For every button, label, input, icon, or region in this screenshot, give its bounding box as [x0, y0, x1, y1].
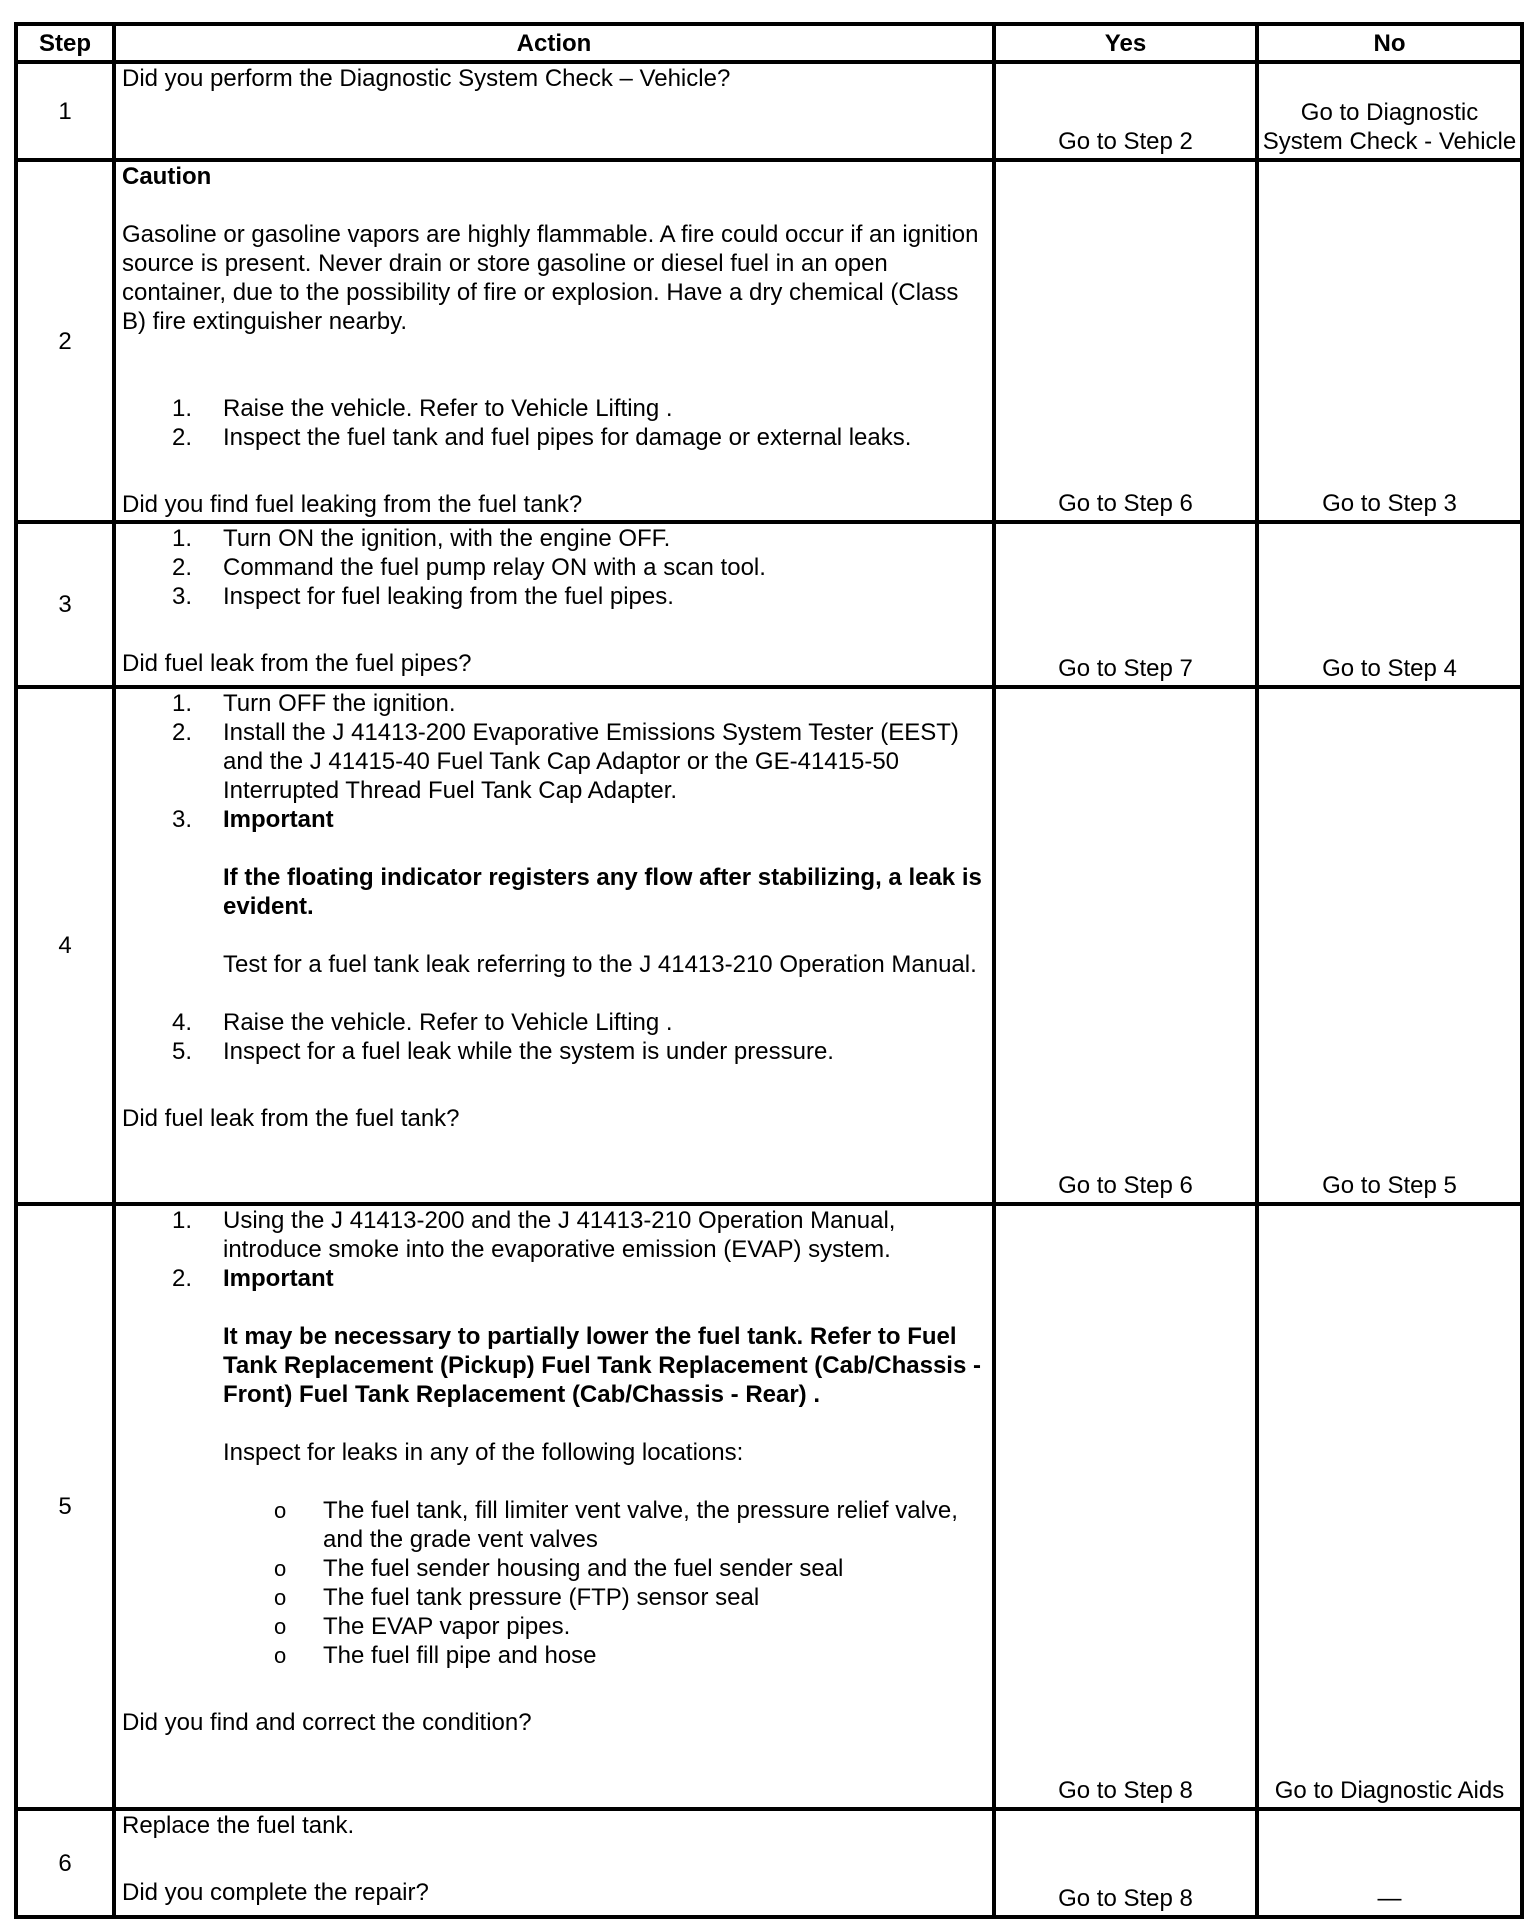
table-row [16, 62, 1522, 160]
table-row [16, 1809, 1522, 1917]
list-item: o The fuel sender housing and the fuel sender seal [274, 1555, 844, 1582]
header-step: Step [16, 24, 114, 62]
procedure-list [122, 1206, 986, 1293]
list-item: o The fuel tank, fill limiter vent valve, the pressure relief valve, and the grade vent valves [274, 1497, 958, 1553]
procedure-list [122, 1008, 986, 1066]
question-text: Did fuel leak from the fuel tank? [122, 1105, 460, 1132]
list-item: 2. Important [172, 1265, 334, 1292]
caution-text: Gasoline or gasoline vapors are highly flammable. A fire could occur if an ignition source is present. Never drain or store gasoline or diesel fuel in an open container, due to the possibility of fire or explosion. Have a dry chemical (Class B) fire extinguisher nearby. [122, 221, 979, 335]
yes-link[interactable]: Go to Step 8 [994, 1204, 1257, 1809]
action-cell [114, 1204, 994, 1809]
header-action: Action [114, 24, 994, 62]
header-yes: Yes [994, 24, 1257, 62]
sub-text: Inspect for leaks in any of the following locations: [223, 1439, 744, 1466]
list-item: 1. Raise the vehicle. Refer to Vehicle Lifting . [172, 395, 673, 422]
list-item: 5. Inspect for a fuel leak while the system is under pressure. [172, 1038, 834, 1065]
list-item: o The fuel fill pipe and hose [274, 1642, 597, 1669]
procedure-list [122, 394, 986, 452]
location-list [122, 1496, 986, 1670]
table-row [16, 160, 1522, 522]
yes-link[interactable]: Go to Step 8 [994, 1809, 1257, 1917]
question-text: Did you perform the Diagnostic System Check – Vehicle? [122, 65, 731, 92]
caution-title: Caution [122, 163, 212, 190]
step-number: 5 [16, 1204, 114, 1809]
list-item: 2. Install the J 41413-200 Evaporative Emissions System Tester (EEST) and the J 41415-40 Fuel Tank Cap Adaptor or the GE-41415-50 Interrupted Thread Fuel Tank Cap Adapter. [172, 719, 959, 804]
list-item: 4. Raise the vehicle. Refer to Vehicle Lifting . [172, 1009, 673, 1036]
step-number: 4 [16, 687, 114, 1204]
no-dash: — [1257, 1809, 1522, 1917]
important-text: It may be necessary to partially lower the fuel tank. Refer to Fuel Tank Replacement (Pickup) Fuel Tank Replacement (Cab/Chassis - Front) Fuel Tank Replacement (Cab/Chassis - Rear) . [223, 1323, 981, 1408]
action-cell [114, 687, 994, 1204]
important-text: If the floating indicator registers any flow after stabilizing, a leak is evident. [223, 864, 982, 920]
question-text: Did you complete the repair? [122, 1879, 429, 1906]
question-text: Did fuel leak from the fuel pipes? [122, 650, 472, 677]
yes-link[interactable]: Go to Step 6 [994, 160, 1257, 522]
diagnostic-table [14, 22, 1524, 1919]
table-row [16, 522, 1522, 687]
no-link[interactable]: Go to Diagnostic Aids [1257, 1204, 1522, 1809]
list-item: 3. Important [172, 806, 334, 833]
question-text: Did you find fuel leaking from the fuel tank? [122, 491, 583, 518]
yes-link[interactable]: Go to Step 6 [994, 687, 1257, 1204]
yes-link[interactable]: Go to Step 2 [994, 62, 1257, 160]
question-text: Did you find and correct the condition? [122, 1709, 532, 1736]
procedure-list [122, 524, 986, 611]
action-cell [114, 62, 994, 160]
no-link[interactable]: Go to Diagnostic System Check - Vehicle [1257, 62, 1522, 160]
action-text: Replace the fuel tank. [122, 1812, 355, 1839]
list-item: 1. Using the J 41413-200 and the J 41413-210 Operation Manual, introduce smoke into the evaporative emission (EVAP) system. [172, 1207, 896, 1263]
list-item: 1. Turn ON the ignition, with the engine OFF. [172, 525, 671, 552]
list-item: 3. Inspect for fuel leaking from the fuel pipes. [172, 583, 674, 610]
action-cell [114, 522, 994, 687]
list-item: o The EVAP vapor pipes. [274, 1613, 571, 1640]
header-row [16, 24, 1522, 62]
list-item: 2. Command the fuel pump relay ON with a scan tool. [172, 554, 766, 581]
action-cell [114, 160, 994, 522]
step-number: 6 [16, 1809, 114, 1917]
header-no: No [1257, 24, 1522, 62]
no-link[interactable]: Go to Step 3 [1257, 160, 1522, 522]
step-number: 1 [16, 62, 114, 160]
list-item: 1. Turn OFF the ignition. [172, 690, 456, 717]
step-number: 2 [16, 160, 114, 522]
step-number: 3 [16, 522, 114, 687]
action-cell [114, 1809, 994, 1917]
list-item: 2. Inspect the fuel tank and fuel pipes for damage or external leaks. [172, 424, 912, 451]
yes-link[interactable]: Go to Step 7 [994, 522, 1257, 687]
sub-text: Test for a fuel tank leak referring to the J 41413-210 Operation Manual. [223, 951, 977, 978]
no-link[interactable]: Go to Step 5 [1257, 687, 1522, 1204]
no-link[interactable]: Go to Step 4 [1257, 522, 1522, 687]
table-row [16, 687, 1522, 1204]
table-row [16, 1204, 1522, 1809]
list-item: o The fuel tank pressure (FTP) sensor seal [274, 1584, 760, 1611]
procedure-list [122, 689, 986, 834]
